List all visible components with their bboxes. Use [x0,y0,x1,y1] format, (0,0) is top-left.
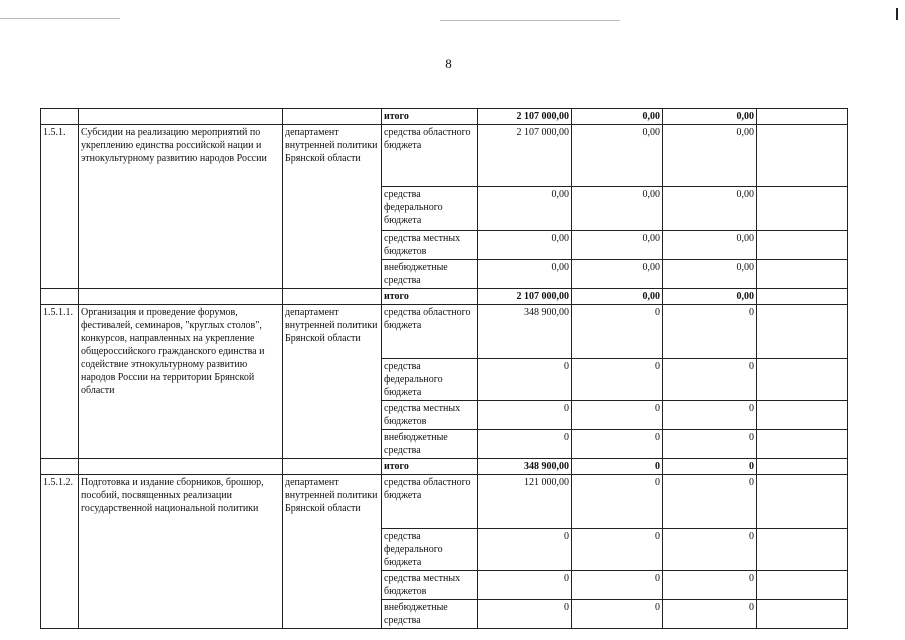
scan-artifact-mark [896,8,898,20]
item-name: Субсидии на реализацию мероприятий по укреплению единства российской нации и этнокультурному развитию народов России [79,125,283,289]
empty-cell [757,305,848,359]
empty-cell [757,430,848,459]
amount-year-1: 0,00 [478,187,572,231]
amount-year-2: 0,00 [572,109,663,125]
empty-cell [757,109,848,125]
amount-year-3: 0 [663,571,757,600]
item-name [79,109,283,125]
amount-year-3: 0 [663,475,757,529]
table-row [41,289,848,305]
empty-cell [757,359,848,401]
item-executor: департамент внутренней политики Брянской области [283,305,382,459]
empty-cell [757,459,848,475]
item-name [79,459,283,475]
item-code [41,109,79,125]
amount-year-2: 0 [572,305,663,359]
table-row [41,459,848,475]
funding-source: средства областного бюджета [382,475,478,529]
funding-source: внебюджетные средства [382,430,478,459]
empty-cell [757,529,848,571]
item-code [41,459,79,475]
amount-year-3: 0 [663,600,757,629]
amount-year-2: 0,00 [572,231,663,260]
amount-year-3: 0,00 [663,187,757,231]
amount-year-2: 0 [572,600,663,629]
item-name: Организация и проведение форумов, фестивалей, семинаров, "круглых столов", конкурсов, направленных на укрепление общероссийского гражданского единства и содействие этнокультурному развитию народов России на территории Брянской области [79,305,283,459]
amount-year-1: 0 [478,401,572,430]
amount-year-1: 0 [478,529,572,571]
item-executor [283,109,382,125]
amount-year-1: 0 [478,571,572,600]
empty-cell [757,187,848,231]
item-name [79,289,283,305]
item-code [41,289,79,305]
amount-year-3: 0 [663,359,757,401]
amount-year-1: 2 107 000,00 [478,109,572,125]
item-code: 1.5.1.1. [41,305,79,459]
amount-year-2: 0,00 [572,260,663,289]
funding-source: итого [382,459,478,475]
amount-year-3: 0 [663,529,757,571]
amount-year-3: 0 [663,305,757,359]
funding-source: итого [382,109,478,125]
empty-cell [757,571,848,600]
amount-year-1: 348 900,00 [478,459,572,475]
amount-year-3: 0,00 [663,289,757,305]
funding-source: внебюджетные средства [382,600,478,629]
scan-artifact-line [440,20,620,21]
table-row [41,305,848,359]
table-row [41,109,848,125]
amount-year-3: 0,00 [663,109,757,125]
amount-year-1: 0,00 [478,260,572,289]
empty-cell [757,231,848,260]
funding-source: средства местных бюджетов [382,231,478,260]
funding-source: средства областного бюджета [382,125,478,187]
amount-year-1: 0,00 [478,231,572,260]
amount-year-3: 0,00 [663,231,757,260]
funding-source: внебюджетные средства [382,260,478,289]
amount-year-2: 0,00 [572,289,663,305]
amount-year-3: 0,00 [663,125,757,187]
item-executor [283,289,382,305]
amount-year-3: 0,00 [663,260,757,289]
item-code: 1.5.1.2. [41,475,79,629]
page-number: 8 [445,56,452,71]
amount-year-1: 0 [478,430,572,459]
amount-year-1: 2 107 000,00 [478,289,572,305]
amount-year-2: 0 [572,459,663,475]
table-row [41,475,848,529]
amount-year-2: 0 [572,401,663,430]
empty-cell [757,600,848,629]
funding-source: средства федерального бюджета [382,529,478,571]
empty-cell [757,125,848,187]
amount-year-2: 0 [572,529,663,571]
amount-year-2: 0 [572,359,663,401]
amount-year-1: 348 900,00 [478,305,572,359]
empty-cell [757,260,848,289]
item-code: 1.5.1. [41,125,79,289]
empty-cell [757,475,848,529]
amount-year-3: 0 [663,401,757,430]
amount-year-1: 0 [478,359,572,401]
funding-source: средства областного бюджета [382,305,478,359]
funding-source: средства местных бюджетов [382,401,478,430]
table-row [41,125,848,187]
funding-source: средства федерального бюджета [382,359,478,401]
item-executor: департамент внутренней политики Брянской области [283,125,382,289]
empty-cell [757,401,848,430]
amount-year-1: 0 [478,600,572,629]
amount-year-2: 0 [572,475,663,529]
item-name: Подготовка и издание сборников, брошюр, пособий, посвященных реализации государственной национальной политики [79,475,283,629]
amount-year-1: 121 000,00 [478,475,572,529]
amount-year-2: 0,00 [572,125,663,187]
amount-year-3: 0 [663,459,757,475]
item-executor [283,459,382,475]
funding-source: итого [382,289,478,305]
amount-year-3: 0 [663,430,757,459]
item-executor: департамент внутренней политики Брянской области [283,475,382,629]
scan-artifact-line [0,18,120,19]
amount-year-2: 0,00 [572,187,663,231]
funding-source: средства федерального бюджета [382,187,478,231]
empty-cell [757,289,848,305]
amount-year-1: 2 107 000,00 [478,125,572,187]
funding-source: средства местных бюджетов [382,571,478,600]
amount-year-2: 0 [572,571,663,600]
budget-table [40,108,848,629]
amount-year-2: 0 [572,430,663,459]
